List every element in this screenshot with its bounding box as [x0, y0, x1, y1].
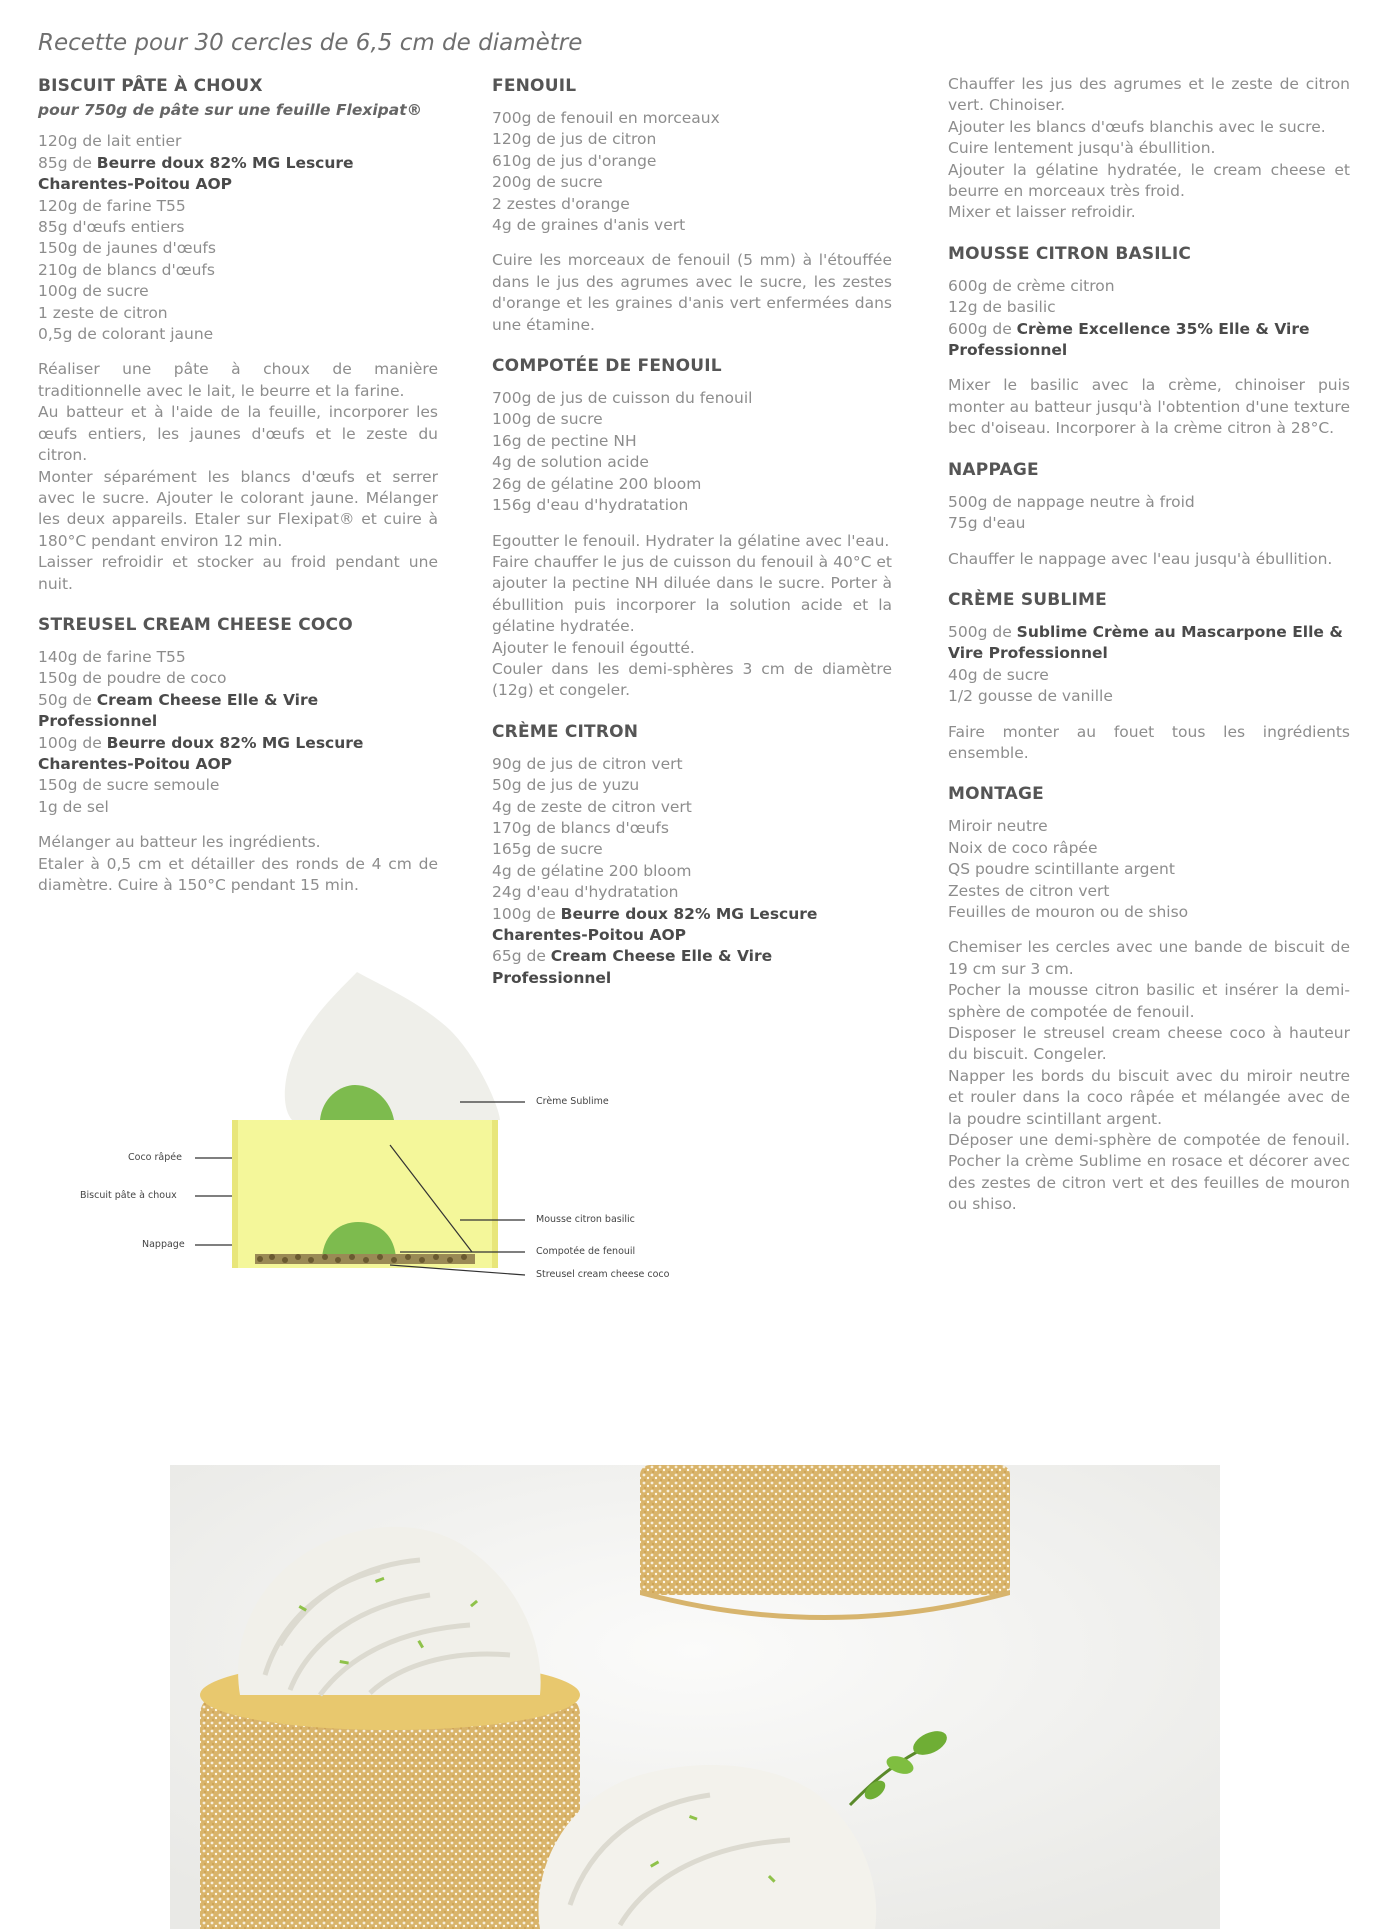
ingredient-quantity: 65g de [492, 947, 551, 966]
method-step: Au batteur et à l'aide de la feuille, incorporer les œufs entiers, les jaunes d'œufs et le zeste du citron. [38, 403, 438, 465]
section-title: MONTAGE [948, 784, 1044, 805]
ingredient-quantity: 100g de sucre [38, 282, 149, 301]
ingredient-quantity: 120g de lait entier [38, 132, 182, 151]
ingredient-quantity: 90g de jus de citron vert [492, 754, 683, 773]
ingredient-quantity: Zestes de citron vert [948, 881, 1110, 900]
method-steps [948, 937, 1350, 1215]
ingredient-quantity: 150g de sucre semoule [38, 776, 220, 795]
column-1 [38, 74, 438, 914]
method-step: Mélanger au batteur les ingrédients. [38, 833, 321, 852]
label-coco-rapee: Coco râpée [128, 1152, 182, 1163]
recipe-title: Recette pour 30 cercles de 6,5 cm de diamètre [38, 30, 583, 56]
method-step: Ajouter les blancs d'œufs blanchis avec le sucre. [948, 117, 1326, 136]
ingredient-item [492, 775, 892, 796]
section-title: NAPPAGE [948, 459, 1039, 480]
method-step: Ajouter le fenouil égoutté. [492, 638, 695, 657]
ingredient-quantity: 85g de [38, 153, 97, 172]
ingredient-quantity: 700g de jus de cuisson du fenouil [492, 389, 753, 408]
method-step: Monter séparément les blancs d'œufs et serrer avec le sucre. Ajouter le colorant jaune. Mélanger les deux appareils. Etaler sur Flexipat® et cuire à 180°C pendant environ 12 min. [38, 467, 438, 550]
method-step: Réaliser une pâte à choux de manière traditionnelle avec le lait, le beurre et la farine. [38, 360, 438, 400]
ingredient-item [948, 902, 1350, 923]
method-step: Chauffer le nappage avec l'eau jusqu'à ébullition. [948, 549, 1333, 568]
ingredient-quantity: 610g de jus d'orange [492, 151, 657, 170]
section-continued [948, 74, 1350, 224]
ingredient-list [492, 754, 892, 989]
column-2 [492, 74, 892, 1007]
ingredient-quantity: 600g de crème citron [948, 276, 1115, 295]
ingredient-item [38, 303, 438, 324]
ingredient-item [492, 495, 892, 516]
section-title: BISCUIT PÂTE À CHOUX [38, 76, 263, 96]
ingredient-item [38, 733, 438, 776]
ingredient-quantity: 50g de jus de yuzu [492, 776, 640, 795]
ingredient-quantity: 40g de sucre [948, 665, 1049, 684]
ingredient-quantity: 24g d'eau d'hydratation [492, 883, 679, 902]
ingredient-quantity: 12g de basilic [948, 298, 1056, 317]
ingredient-quantity: 0,5g de colorant jaune [38, 325, 214, 344]
method-steps [38, 832, 438, 896]
ingredient-quantity: 120g de jus de citron [492, 130, 657, 149]
ingredient-quantity: 156g d'eau d'hydratation [492, 496, 689, 515]
section-title: FENOUIL [492, 76, 577, 96]
ingredient-item [38, 281, 438, 302]
method-step: Couler dans les demi-sphères 3 cm de diamètre (12g) et congeler. [492, 659, 892, 700]
label-compotee-de-fenouil: Compotée de fenouil [536, 1246, 636, 1257]
ingredient-quantity: 75g d'eau [948, 514, 1026, 533]
ingredient-item [492, 409, 892, 430]
method-step: Ajouter la gélatine hydratée, le cream cheese et beurre en morceaux très froid. [948, 160, 1350, 201]
method-steps [38, 359, 438, 594]
method-step: Disposer le streusel cream cheese coco à hauteur du biscuit. Congeler. [948, 1024, 1350, 1064]
section-title: MOUSSE CITRON BASILIC [948, 243, 1192, 264]
ingredient-item [492, 904, 892, 947]
section-creme-sublime [948, 588, 1350, 764]
ingredient-quantity: 150g de jaunes d'œufs [38, 239, 216, 258]
ingredient-quantity: 500g de [948, 622, 1017, 641]
ingredient-item [492, 215, 892, 236]
section-title: STREUSEL CREAM CHEESE COCO [38, 614, 353, 635]
ingredient-product: Beurre doux 82% MG Lescure Charentes-Poitou AOP [38, 153, 354, 194]
biscuit-right [492, 1120, 498, 1268]
ingredient-product: Beurre doux 82% MG Lescure Charentes-Poitou AOP [492, 904, 818, 944]
ingredient-quantity: 26g de gélatine 200 bloom [492, 474, 702, 493]
ingredient-quantity: QS poudre scintillante argent [948, 860, 1175, 879]
ingredient-quantity: 500g de nappage neutre à froid [948, 492, 1195, 511]
ingredient-item [492, 818, 892, 839]
ingredient-item [492, 754, 892, 775]
ingredient-item [948, 297, 1350, 318]
method-step: Faire monter au fouet tous les ingrédients ensemble. [948, 722, 1350, 762]
ingredient-item [948, 881, 1350, 902]
method-step: Mixer le basilic avec la crème, chinoiser puis monter au batteur jusqu'à l'obtention d'une texture bec d'oiseau. Incorporer à la crème citron à 28°C. [948, 376, 1350, 438]
method-steps [948, 722, 1350, 765]
ingredient-quantity: 16g de pectine NH [492, 431, 637, 450]
method-step: Faire chauffer le jus de cuisson du fenouil à 40°C et ajouter la pectine NH diluée dans le sucre. Porter à ébullition puis incorporer la solution acide et la gélatine hydratée. [492, 552, 892, 636]
ingredient-list [948, 622, 1350, 708]
biscuit-left [232, 1120, 238, 1268]
ingredient-item [38, 131, 438, 152]
ingredient-quantity: 4g de gélatine 200 bloom [492, 861, 692, 880]
ingredient-item [38, 238, 438, 259]
ingredient-product: Crème Excellence 35% Elle & Vire Professionnel [948, 319, 1310, 360]
label-creme-sublime: Crème Sublime [536, 1096, 609, 1107]
label-biscuit-pate-a-choux: Biscuit pâte à choux [80, 1190, 177, 1201]
ingredient-item [948, 859, 1350, 880]
dessert-photo [170, 1465, 1220, 1929]
ingredient-quantity: 700g de fenouil en morceaux [492, 109, 720, 127]
ingredient-quantity: Feuilles de mouron ou de shiso [948, 902, 1189, 921]
method-step: Laisser refroidir et stocker au froid pendant une nuit. [38, 553, 438, 593]
method-step: Etaler à 0,5 cm et détailler des ronds de 4 cm de diamètre. Cuire à 150°C pendant 15 min. [38, 854, 438, 894]
label-streusel-cream-cheese-coco: Streusel cream cheese coco [536, 1269, 670, 1280]
section-montage [948, 782, 1350, 1215]
ingredient-item [948, 622, 1350, 665]
ingredient-item [948, 838, 1350, 859]
section-mousse-citron-basilic [948, 242, 1350, 440]
ingredient-quantity: 1/2 gousse de vanille [948, 687, 1113, 706]
ingredient-item [948, 686, 1350, 707]
ingredient-list [492, 108, 892, 236]
ingredient-item [948, 816, 1350, 837]
ingredient-quantity: 100g de sucre [492, 410, 603, 429]
ingredient-product: Sublime Crème au Mascarpone Elle & Vire Professionnel [948, 622, 1343, 663]
ingredient-item [38, 260, 438, 281]
ingredient-item [492, 108, 892, 129]
ingredient-quantity: Miroir neutre [948, 817, 1048, 836]
ingredient-quantity: 4g de zeste de citron vert [492, 797, 692, 816]
ingredient-list [38, 131, 438, 345]
ingredient-quantity: 200g de sucre [492, 173, 603, 192]
ingredient-quantity: 170g de blancs d'œufs [492, 818, 669, 837]
section-title: CRÈME SUBLIME [948, 589, 1107, 610]
ingredient-item [492, 452, 892, 473]
ingredient-list [948, 276, 1350, 362]
ingredient-item [492, 151, 892, 172]
ingredient-item [492, 172, 892, 193]
ingredient-quantity: 4g de graines d'anis vert [492, 216, 686, 235]
ingredient-list [38, 647, 438, 818]
ingredient-quantity: Noix de coco râpée [948, 838, 1098, 857]
ingredient-item [492, 839, 892, 860]
ingredient-quantity: 150g de poudre de coco [38, 669, 227, 688]
label-mousse-citron-basilic: Mousse citron basilic [536, 1214, 635, 1225]
label-nappage: Nappage [142, 1239, 185, 1250]
ingredient-quantity: 1g de sel [38, 797, 109, 816]
method-steps [492, 250, 892, 336]
ingredient-item [948, 276, 1350, 297]
ingredient-list [948, 816, 1350, 923]
ingredient-item [38, 217, 438, 238]
ingredient-quantity: 165g de sucre [492, 840, 603, 859]
method-step: Cuire lentement jusqu'à ébullition. [948, 139, 1216, 158]
ingredient-item [492, 882, 892, 903]
method-step: Chauffer les jus des agrumes et le zeste de citron vert. Chinoiser. [948, 75, 1350, 115]
ingredient-quantity: 100g de [492, 904, 561, 923]
ingredient-item [492, 861, 892, 882]
ingredient-item [38, 647, 438, 668]
ingredient-item [38, 797, 438, 818]
section-title: CRÈME CITRON [492, 721, 639, 742]
ingredient-item [948, 513, 1350, 534]
section-nappage [948, 458, 1350, 570]
section-compotee-de-fenouil [492, 354, 892, 702]
ingredient-item [38, 690, 438, 733]
method-step: Napper les bords du biscuit avec du miroir neutre et rouler dans la coco râpée et mélangée avec de la poudre scintillant argent. [948, 1066, 1350, 1128]
ingredient-item [492, 388, 892, 409]
ingredient-item [38, 775, 438, 796]
cake-cross-section-diagram [60, 960, 700, 1320]
method-steps [948, 74, 1350, 224]
ingredient-item [948, 492, 1350, 513]
ingredient-list [492, 388, 892, 516]
ingredient-item [38, 153, 438, 196]
ingredient-quantity: 2 zestes d'orange [492, 194, 630, 213]
dessert-photo-illustration [170, 1465, 1220, 1929]
ingredient-product: Cream Cheese Elle & Vire Professionnel [492, 947, 773, 987]
ingredient-quantity: 100g de [38, 733, 107, 752]
ingredient-list [948, 492, 1350, 535]
section-fenouil [492, 74, 892, 336]
method-step: Déposer une demi-sphère de compotée de fenouil. Pocher la crème Sublime en rosace et décorer avec des zestes de citron vert et des feuilles de mouron ou shiso. [948, 1131, 1350, 1214]
ingredient-quantity: 140g de farine T55 [38, 647, 186, 666]
cake-diagram-illustration [60, 960, 700, 1320]
section-subtitle: pour 750g de pâte sur une feuille Flexipat® [38, 101, 423, 119]
method-step: Chemiser les cercles avec une bande de biscuit de 19 cm sur 3 cm. [948, 938, 1350, 978]
ingredient-product: Cream Cheese Elle & Vire Professionnel [38, 690, 319, 731]
method-steps [948, 549, 1350, 570]
ingredient-quantity: 600g de [948, 319, 1017, 338]
ingredient-quantity: 120g de farine T55 [38, 196, 186, 215]
ingredient-item [948, 319, 1350, 362]
method-steps [492, 531, 892, 702]
section-biscuit-pate-a-choux [38, 74, 438, 595]
ingredient-item [492, 797, 892, 818]
column-3 [948, 74, 1350, 1234]
ingredient-quantity: 210g de blancs d'œufs [38, 260, 215, 279]
method-step: Egoutter le fenouil. Hydrater la gélatine avec l'eau. [492, 531, 890, 550]
ingredient-item [38, 668, 438, 689]
ingredient-item [492, 474, 892, 495]
ingredient-quantity: 50g de [38, 690, 97, 709]
method-step: Mixer et laisser refroidir. [948, 203, 1136, 222]
ingredient-item [492, 129, 892, 150]
section-title: COMPOTÉE DE FENOUIL [492, 356, 722, 377]
method-steps [948, 375, 1350, 439]
ingredient-product: Beurre doux 82% MG Lescure Charentes-Poitou AOP [38, 733, 364, 773]
section-creme-citron [492, 720, 892, 989]
ingredient-quantity: 85g d'œufs entiers [38, 218, 185, 237]
ingredient-quantity: 1 zeste de citron [38, 303, 168, 322]
method-step: Cuire les morceaux de fenouil (5 mm) à l'étouffée dans le jus des agrumes avec le sucre, les zestes d'orange et les graines d'anis vert enfermées dans une étamine. [492, 251, 892, 334]
creme-sublime-rosace [285, 972, 500, 1120]
ingredient-item [492, 194, 892, 215]
section-streusel-cream-cheese-coco [38, 613, 438, 896]
ingredient-item [38, 324, 438, 345]
method-step: Pocher la mousse citron basilic et insérer la demi-sphère de compotée de fenouil. [948, 981, 1350, 1021]
ingredient-item [492, 431, 892, 452]
ingredient-quantity: 4g de solution acide [492, 453, 649, 472]
ingredient-item [948, 665, 1350, 686]
ingredient-item [38, 196, 438, 217]
